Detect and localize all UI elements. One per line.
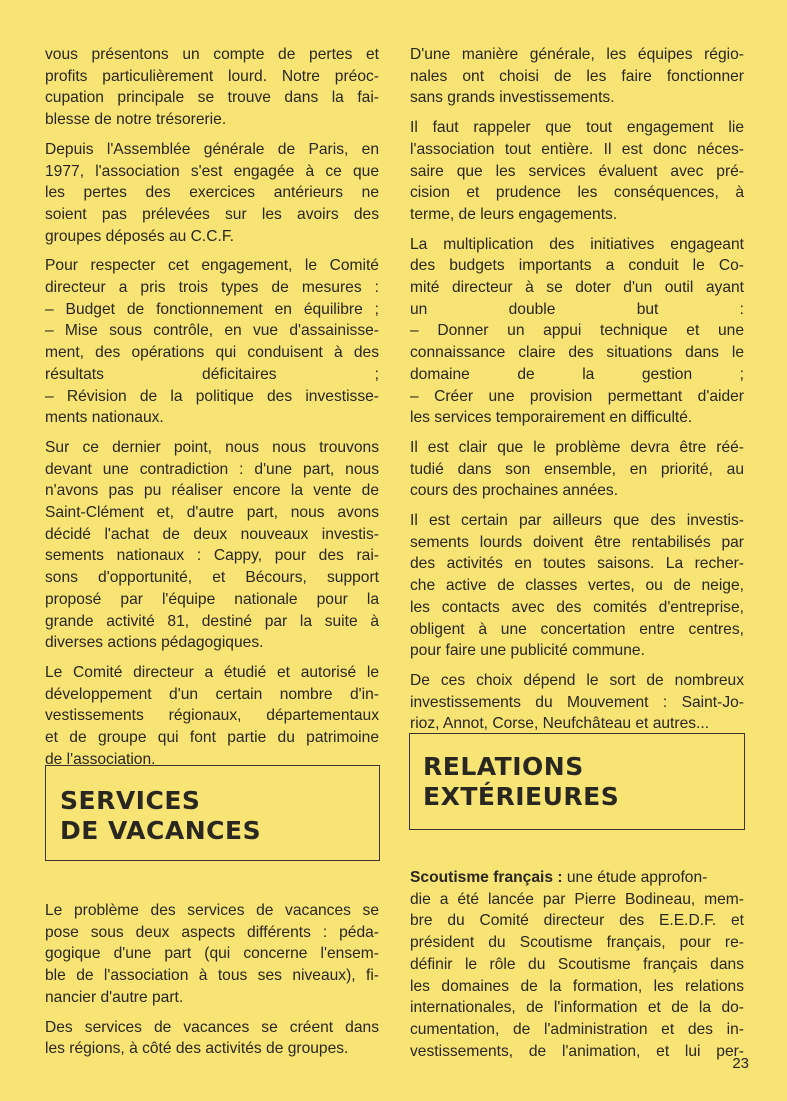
text-line: die a été lancée par Pierre Bodineau, mem- [410, 890, 744, 908]
text-line: cours des prochaines années. [410, 482, 619, 500]
text-line: Le problème des services de vacances se [45, 902, 379, 919]
text-line: Il faut rappeler que tout engagement lie [410, 119, 744, 137]
paragraph [410, 510, 744, 662]
text-line: vestissements, de l'animation, et lui per- [410, 1042, 744, 1060]
text-line: vestissements régionaux, départementaux [45, 707, 379, 725]
text-line: bre du Comité directeur des E.E.D.F. et [410, 912, 744, 930]
text-line: nancier d'autre part. [45, 988, 184, 1006]
paragraph [410, 670, 744, 735]
text-line: groupes déposés au C.C.F. [45, 227, 234, 245]
text-line: De ces choix dépend le sort de nombreux [410, 671, 744, 689]
text-line: saire que les services évaluent avec pré- [410, 162, 744, 180]
paragraph [410, 117, 744, 226]
text-line: Depuis l'Assemblée générale de Paris, en [45, 140, 379, 158]
text-line: un double but : [410, 300, 744, 318]
paragraph [45, 662, 379, 771]
text-line: diverses actions pédagogiques. [45, 634, 264, 652]
section-heading-relations-exterieures [409, 733, 745, 830]
text-line: gogique d'une part (qui concerne l'ensem- [45, 945, 379, 963]
text-line: président du Scoutisme français, pour re- [410, 934, 744, 952]
services-text [45, 900, 379, 1068]
text-line: n'avons pas pu réaliser encore la vente de [45, 482, 379, 500]
text-line: résultats déficitaires ; [45, 365, 379, 383]
text-line: soient pas prélevées sur les avoirs des [45, 205, 379, 223]
text-line: Saint-Clément et, d'autre part, nous avons [45, 504, 379, 522]
text-line: La multiplication des initiatives engageant [410, 235, 744, 253]
right-column [410, 44, 744, 743]
text-line: des budgets importants a conduit le Co- [410, 257, 744, 275]
text-line: profits particulièrement lourd. Notre préoc- [45, 67, 379, 85]
text-line: Des services de vacances se créent dans [45, 1018, 379, 1036]
text-line: blesse de notre trésorerie. [45, 111, 227, 129]
section-heading-services-de-vacances [45, 765, 380, 861]
text-line: ment, des opérations qui conduisent à des [45, 344, 379, 362]
text-fragment: une étude approfon- [562, 869, 708, 886]
text-line: internationales, de l'information et de la do- [410, 999, 744, 1017]
scoutisme-label: Scoutisme français : [410, 869, 563, 886]
text-line: sans grands investissements. [410, 89, 615, 107]
text-line: tudié dans son ensemble, en priorité, au [410, 460, 744, 478]
text-line: proposé par l'équipe nationale pour la [45, 590, 379, 608]
paragraph [45, 900, 379, 1009]
paragraph [45, 44, 379, 131]
text-line: grande activité 81, destiné par la suite à [45, 612, 379, 630]
text-line: connaissance claire des situations dans le [410, 344, 744, 362]
text-line: des activités en toutes saisons. La recher- [410, 555, 744, 573]
paragraph [45, 437, 379, 654]
text-line: décidé l'achat de deux nouveaux investis- [45, 525, 379, 543]
text-line: les contacts avec des comités d'entreprise, [410, 598, 744, 616]
text-line: D'une manière générale, les équipes régio- [410, 46, 744, 63]
paragraph [410, 437, 744, 502]
text-line: cumentation, de l'administration et des in- [410, 1020, 744, 1038]
text-line: nales ont choisi de les faire fonctionner [410, 67, 744, 85]
paragraph [410, 234, 744, 429]
text-line: investissements du Mouvement : Saint-Jo- [410, 693, 744, 711]
relations-paragraph [410, 867, 744, 1062]
text-line: – Révision de la politique des investisse- [45, 387, 379, 405]
text-line: devant une contradiction : d'une part, nous [45, 460, 379, 478]
text-line: les pertes des exercices antérieurs ne [45, 184, 379, 202]
text-line: terme, de leurs engagements. [410, 205, 618, 223]
left-column [45, 44, 379, 779]
paragraph [45, 139, 379, 248]
text-line: che active de classes vertes, ou de neige, [410, 577, 744, 595]
text-line: vous présentons un compte de pertes et [45, 46, 379, 63]
text-line: sements nationaux : Cappy, pour des rai- [45, 547, 379, 565]
text-line: Le Comité directeur a étudié et autorisé le [45, 663, 379, 681]
text-line: Pour respecter cet engagement, le Comité [45, 257, 379, 275]
text-line: et de groupe qui font partie du patrimoine [45, 729, 379, 747]
text-line [410, 867, 744, 889]
heading-line: DE VACANCES [60, 816, 262, 845]
text-line: rioz, Annot, Corse, Neufchâteau et autres... [410, 715, 710, 733]
text-line: pose sous deux aspects différents : péda- [45, 923, 379, 941]
text-line: pour faire une publicité commune. [410, 642, 645, 660]
text-line: les services temporairement en difficulté. [410, 409, 693, 427]
text-line: cision et prudence les conséquences, à [410, 184, 744, 202]
text-line: les domaines de la formation, les relations [410, 977, 744, 995]
text-line: Il est clair que le problème devra être réé- [410, 438, 744, 456]
text-line: domaine de la gestion ; [410, 365, 744, 383]
text-line: 1977, l'association s'est engagée à ce que [45, 162, 379, 180]
text-line: obligent à une concertation entre centres, [410, 620, 744, 638]
text-line: directeur a pris trois types de mesures : [45, 279, 379, 297]
heading-line: SERVICES [60, 786, 201, 815]
text-line: Il est certain par ailleurs que des investis- [410, 512, 744, 530]
text-line: Sur ce dernier point, nous nous trouvons [45, 438, 379, 456]
text-line: développement d'un certain nombre d'in- [45, 685, 379, 703]
text-line: – Mise sous contrôle, en vue d'assainisse- [45, 322, 379, 340]
heading-line: RELATIONS [423, 752, 584, 781]
text-line: ble de l'association à tous ses niveaux), fi- [45, 967, 379, 985]
text-line: sons d'opportunité, et Bécours, support [45, 569, 379, 587]
text-line: mité directeur à se doter d'un outil ayant [410, 279, 744, 297]
page-number: 23 [732, 1055, 749, 1072]
text-line: définir le rôle du Scoutisme français dans [410, 955, 744, 973]
paragraph [45, 1017, 379, 1060]
text-line: de l'association. [45, 750, 156, 768]
paragraph [45, 255, 379, 429]
text-line: – Budget de fonctionnement en équilibre ; [45, 300, 379, 318]
paragraph [410, 44, 744, 109]
text-line: – Donner un appui technique et une [410, 322, 744, 340]
text-line: – Créer une provision permettant d'aider [410, 387, 744, 405]
text-line: cupation principale se trouve dans la fai- [45, 89, 379, 107]
text-line: ments nationaux. [45, 409, 164, 427]
text-line: sements lourds doivent être rentabilisés par [410, 533, 744, 551]
text-line: l'association tout entière. Il est donc néces- [410, 140, 744, 158]
heading-line: EXTÉRIEURES [423, 782, 620, 811]
relations-text [410, 867, 744, 1062]
text-line: les régions, à côté des activités de groupes. [45, 1040, 349, 1058]
